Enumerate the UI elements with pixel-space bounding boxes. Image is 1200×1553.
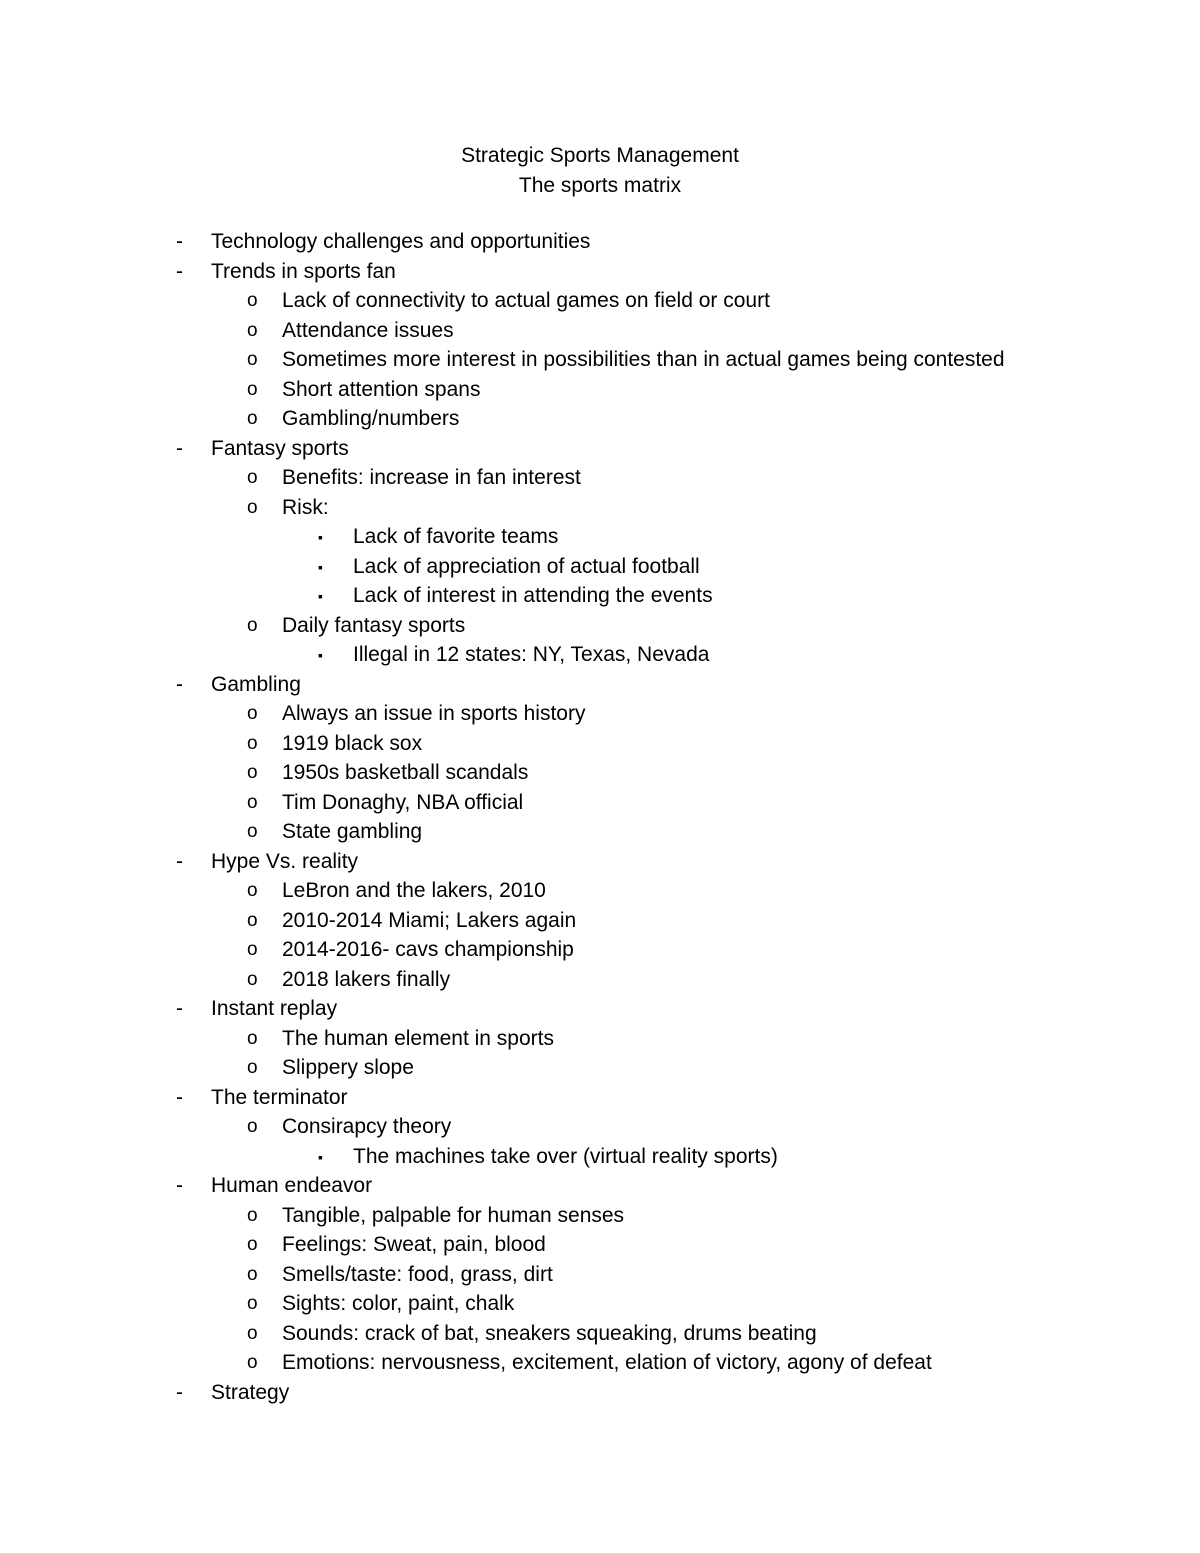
outline-item-level-3	[0, 1142, 1200, 1172]
bullet-marker: o	[247, 1234, 258, 1255]
outline-item-text: The terminator	[211, 1085, 348, 1109]
outline-item-level-2	[0, 463, 1200, 493]
bullet-marker: o	[247, 1263, 258, 1285]
bullet-marker: o	[247, 1057, 258, 1078]
outline-item-text: Technology challenges and opportunities	[211, 230, 591, 253]
bullet-marker: ▪	[318, 529, 323, 545]
bullet-marker: o	[247, 821, 258, 842]
outline-item-text: Sounds: crack of bat, sneakers squeaking, drums beating	[282, 1321, 817, 1345]
bullet-marker: -	[176, 849, 183, 873]
outline-item-text: Slippery slope	[282, 1056, 414, 1079]
bullet-marker: ▪	[318, 588, 323, 604]
bullet-marker: o	[247, 1322, 258, 1344]
outline-item-level-2	[0, 1230, 1200, 1260]
outline-item-level-1	[0, 994, 1200, 1024]
outline-item-level-2	[0, 1348, 1200, 1378]
outline-item-level-2	[0, 1024, 1200, 1054]
outline-item-text: The human element in sports	[282, 1026, 554, 1050]
bullet-marker: -	[176, 1174, 183, 1197]
outline-item-text: Sometimes more interest in possibilities than in actual games being contested	[282, 348, 1005, 371]
outline-item-level-1	[0, 257, 1200, 287]
bullet-marker: o	[247, 349, 258, 370]
outline-item-level-2	[0, 286, 1200, 316]
outline-item-text: Illegal in 12 states: NY, Texas, Nevada	[353, 643, 710, 666]
outline-item-text: Sights: color, paint, chalk	[282, 1292, 515, 1315]
outline-item-text: Daily fantasy sports	[282, 613, 466, 637]
outline-item-text: 2014-2016- cavs championship	[282, 938, 574, 961]
outline-item-level-1	[0, 1378, 1200, 1408]
bullet-marker: -	[176, 230, 183, 253]
outline-item-text: 2018 lakers finally	[282, 967, 451, 991]
outline-item-text: 2010-2014 Miami; Lakers again	[282, 908, 577, 932]
outline-item-text: Short attention spans	[282, 377, 481, 401]
bullet-marker: o	[247, 290, 258, 311]
bullet-marker: o	[247, 880, 258, 901]
outline-item-level-2	[0, 375, 1200, 405]
outline-list	[0, 227, 1200, 1407]
outline-item-level-3	[0, 522, 1200, 552]
outline-item-text: Risk:	[282, 495, 329, 519]
bullet-marker: o	[247, 939, 258, 960]
outline-item-text: Tangible, palpable for human senses	[282, 1203, 625, 1227]
outline-item-text: Lack of favorite teams	[353, 525, 559, 548]
outline-item-level-2	[0, 729, 1200, 759]
bullet-marker: o	[247, 1352, 258, 1373]
outline-item-level-2	[0, 1053, 1200, 1083]
outline-item-level-2	[0, 965, 1200, 995]
outline-item-level-2	[0, 935, 1200, 965]
outline-item-text: LeBron and the lakers, 2010	[282, 879, 546, 902]
outline-item-text: 1950s basketball scandals	[282, 761, 529, 784]
outline-item-level-2	[0, 316, 1200, 346]
outline-item-text: Always an issue in sports history	[282, 702, 586, 725]
outline-item-level-2	[0, 493, 1200, 523]
outline-item-text: Lack of appreciation of actual football	[353, 554, 700, 578]
outline-item-level-2	[0, 758, 1200, 788]
outline-item-level-1	[0, 1083, 1200, 1113]
document-subtitle: The sports matrix	[518, 174, 682, 197]
bullet-marker: -	[176, 672, 183, 696]
bullet-marker: o	[247, 968, 258, 990]
outline-item-level-2	[0, 1289, 1200, 1319]
outline-item-text: 1919 black sox	[282, 731, 423, 755]
outline-item-text: Gambling	[211, 672, 301, 696]
outline-item-level-2	[0, 345, 1200, 375]
bullet-marker: -	[176, 1085, 183, 1109]
bullet-marker: o	[247, 496, 258, 518]
bullet-marker: o	[247, 1116, 258, 1137]
outline-item-text: Trends in sports fan	[211, 259, 396, 283]
outline-item-level-2	[0, 1201, 1200, 1231]
outline-item-level-3	[0, 640, 1200, 670]
bullet-marker: o	[247, 614, 258, 636]
bullet-marker: -	[176, 997, 183, 1020]
outline-item-text: Emotions: nervousness, excitement, elation of victory, agony of defeat	[282, 1351, 932, 1374]
outline-item-level-2	[0, 788, 1200, 818]
outline-item-level-3	[0, 581, 1200, 611]
bullet-marker: -	[176, 259, 183, 283]
bullet-marker: o	[247, 467, 258, 488]
outline-item-text: Gambling/numbers	[282, 407, 460, 430]
outline-item-level-3	[0, 552, 1200, 582]
outline-item-text: The machines take over (virtual reality sports)	[353, 1144, 778, 1168]
outline-item-text: Consirapcy theory	[282, 1115, 452, 1138]
outline-item-level-2	[0, 876, 1200, 906]
outline-item-text: Benefits: increase in fan interest	[282, 466, 581, 489]
outline-item-text: Hype Vs. reality	[211, 849, 359, 873]
outline-item-level-2	[0, 1319, 1200, 1349]
bullet-marker: o	[247, 378, 258, 400]
outline-item-text: Strategy	[211, 1380, 290, 1404]
bullet-marker: ▪	[318, 1148, 323, 1165]
outline-item-text: Fantasy sports	[211, 436, 349, 460]
outline-item-level-1	[0, 434, 1200, 464]
outline-item-text: Lack of connectivity to actual games on field or court	[282, 289, 770, 312]
document-title: Strategic Sports Management	[461, 144, 739, 167]
outline-item-text: Smells/taste: food, grass, dirt	[282, 1262, 553, 1286]
bullet-marker: -	[176, 1380, 183, 1404]
outline-item-text: Feelings: Sweat, pain, blood	[282, 1233, 546, 1256]
bullet-marker: -	[176, 436, 183, 460]
outline-item-level-1	[0, 227, 1200, 257]
outline-item-level-1	[0, 670, 1200, 700]
outline-item-level-2	[0, 817, 1200, 847]
bullet-marker: o	[247, 1204, 258, 1226]
outline-item-level-2	[0, 611, 1200, 641]
outline-item-text: Lack of interest in attending the events	[353, 584, 713, 607]
outline-item-level-2	[0, 906, 1200, 936]
outline-item-text: Instant replay	[211, 997, 338, 1020]
bullet-marker: o	[247, 703, 258, 724]
outline-item-level-2	[0, 699, 1200, 729]
outline-item-level-1	[0, 1171, 1200, 1201]
bullet-marker: o	[247, 319, 258, 341]
bullet-marker: o	[247, 762, 258, 783]
outline-item-text: State gambling	[282, 820, 423, 843]
outline-item-level-2	[0, 1112, 1200, 1142]
outline-item-level-1	[0, 847, 1200, 877]
outline-item-level-2	[0, 404, 1200, 434]
bullet-marker: ▪	[318, 558, 323, 575]
bullet-marker: o	[247, 909, 258, 931]
bullet-marker: o	[247, 1293, 258, 1314]
bullet-marker: o	[247, 1027, 258, 1049]
bullet-marker: ▪	[318, 647, 323, 663]
bullet-marker: o	[247, 408, 258, 429]
outline-item-text: Tim Donaghy, NBA official	[282, 790, 524, 814]
bullet-marker: o	[247, 732, 258, 754]
bullet-marker: o	[247, 791, 258, 813]
outline-item-text: Attendance issues	[282, 318, 454, 342]
outline-item-text: Human endeavor	[211, 1174, 373, 1197]
outline-item-level-2	[0, 1260, 1200, 1290]
